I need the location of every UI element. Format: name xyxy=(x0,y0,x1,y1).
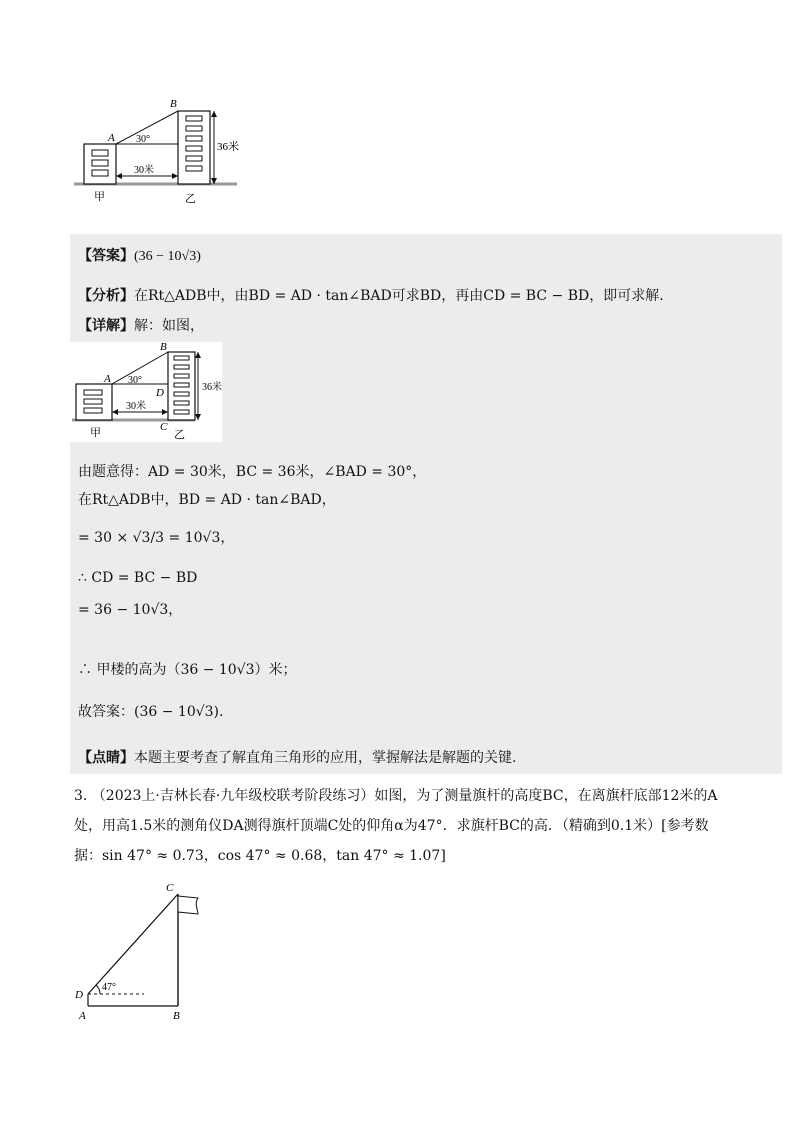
label-a: A xyxy=(79,1010,86,1022)
question3-line2: 处，用高1.5米的测角仪DA测得旗杆顶端C处的仰角α为47°．求旗杆BC的高．（精确到0.1米）[参考数 xyxy=(74,818,709,834)
question3-line3: 据：sin 47° ≈ 0.73，cos 47° ≈ 0.68，tan 47° ≈ 1.07] xyxy=(74,848,446,864)
height-label: 36米 xyxy=(202,382,222,393)
solution-panel xyxy=(70,234,782,774)
height-label: 36米 xyxy=(217,141,239,153)
detail-label: 【详解】 xyxy=(78,318,134,334)
label-a: A xyxy=(104,373,111,385)
comment-line xyxy=(78,748,516,768)
step-3: = 30 × √3/3 = 10√3， xyxy=(78,530,235,546)
step-6: ∴ 甲楼的高为（36 − 10√3）米； xyxy=(78,662,297,678)
answer-value: (36 − 10√3) xyxy=(134,249,201,264)
label-b: B xyxy=(170,98,177,110)
analysis-label: 【分析】 xyxy=(78,288,134,304)
comment-text: 本题主要考查了解直角三角形的应用，掌握解法是解题的关键. xyxy=(134,750,517,766)
label-c: C xyxy=(166,882,174,894)
detail-intro: 解：如图， xyxy=(134,318,204,334)
angle-label: 30° xyxy=(136,134,150,145)
buildings-figure-1 xyxy=(72,96,262,216)
building-left-label: 甲 xyxy=(94,191,105,203)
answer-label: 【答案】 xyxy=(78,248,134,264)
step-1: 由题意得：AD = 30米，BC = 36米，∠BAD = 30°， xyxy=(78,464,427,480)
flagpole-figure xyxy=(74,880,206,1026)
building-left-label: 甲 xyxy=(90,427,101,439)
step-7: 故答案：(36 − 10√3). xyxy=(78,704,224,720)
detail-line xyxy=(78,316,204,336)
label-d: D xyxy=(156,387,164,399)
step-2: 在Rt△ADB中，BD = AD · tan∠BAD， xyxy=(78,492,336,508)
base-label: 30米 xyxy=(134,165,154,176)
label-b: B xyxy=(160,342,167,353)
building-right-label: 乙 xyxy=(185,193,196,205)
base-label: 30米 xyxy=(126,401,146,412)
step-4: ∴ CD = BC − BD xyxy=(78,570,198,586)
buildings-figure-2 xyxy=(70,342,222,442)
answer-line xyxy=(78,246,201,267)
label-d: D xyxy=(75,989,83,1001)
label-c: C xyxy=(160,421,168,433)
label-a: A xyxy=(108,132,115,144)
step-5: = 36 − 10√3， xyxy=(78,602,183,618)
comment-label: 【点睛】 xyxy=(78,750,134,766)
building-right-label: 乙 xyxy=(174,429,185,441)
angle-label: 47° xyxy=(102,982,116,993)
angle-label: 30° xyxy=(128,375,142,386)
analysis-text: 在Rt△ADB中，由BD = AD · tan∠BAD可求BD，再由CD = BC − BD，即可求解. xyxy=(134,288,664,304)
label-b: B xyxy=(173,1010,180,1022)
analysis-line xyxy=(78,286,664,306)
question3-line1: 3. （2023上·吉林长春·九年级校联考阶段练习）如图，为了测量旗杆的高度BC，在离旗杆底部12米的A xyxy=(74,788,718,804)
